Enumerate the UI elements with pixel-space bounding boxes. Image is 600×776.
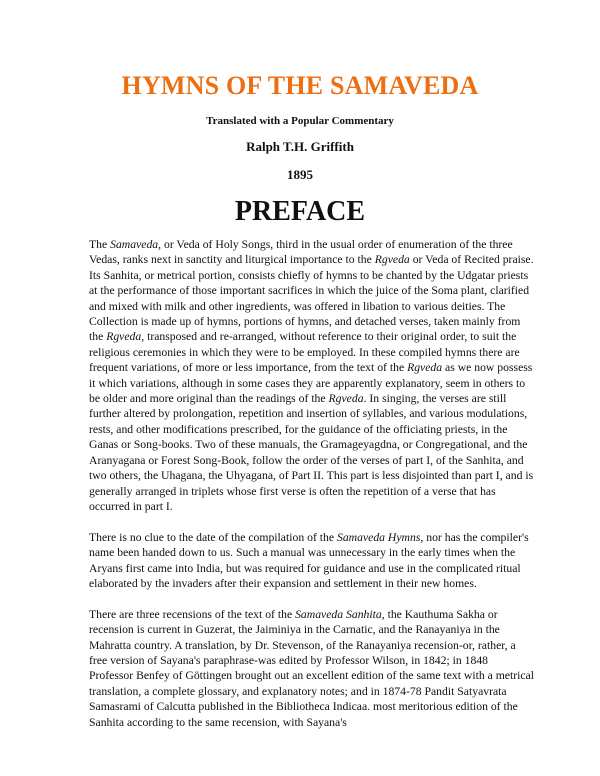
text-run: There is no clue to the date of the compilation of the bbox=[89, 530, 337, 544]
italic-term: Rgveda bbox=[374, 253, 410, 267]
text-run: , the Kauthuma Sakha or recension is current in Guzerat, the Jaiminiya in the Carnatic, and the Ranayaniya in the Mahratta country. A translation, by Dr. Stevenson, of the Ranayaniya recension-or, rather, a free version of Sayana's paraphrase-was edited by Professor Wilson, in 1842; in 1848 Professor Benfey of Göttingen brought out an excellent edition of the same text with a metrical translation, a complete glossary, and explanatory notes; and in 1874-78 Pandit Satyavrata Samasrami of Calcutta published in the Bibliotheca Indicaa. most meritorious edition of the Sanhita according to the same recension, with Sayana's bbox=[89, 607, 534, 729]
italic-term: Samaveda Hymns bbox=[336, 530, 421, 544]
italic-term: Rgveda bbox=[106, 330, 142, 344]
paragraph-2 bbox=[89, 530, 535, 592]
text-run: . In singing, the verses are still further altered by prolongation, repetition and insertion of syllables, and various modulations, rests, and other modifications prescribed, for the guidance of the officiating priests, in the Ganas or Song-books. Two of these manuals, the Gramageyagdna, or Congregational, and the Aranyagana or Forest Song-Book, follow the order of the verses of part I, of the Sanhita, and two others, the Uhagana, the Uhyagana, of Part II. This part is less disjointed than part I, and is generally arranged in triplets whose first verse is often the repetition of a verse that has occurred in part I. bbox=[89, 392, 534, 513]
author-name: Ralph T.H. Griffith bbox=[246, 139, 354, 154]
text-run: , or Veda of Holy Songs, third in the usual order of enumeration of the three Vedas, ranks next in sanctity and liturgical importance to the bbox=[89, 238, 513, 267]
text-run: , transposed and re-arranged, without reference to their original order, to suit the religious ceremonies in which they were to be employed. In these compiled hymns there are frequent variations, of more or less importance, from the text of the bbox=[89, 330, 520, 375]
italic-term: Samaveda Sanhita bbox=[295, 607, 382, 621]
italic-term: Samaveda bbox=[110, 238, 159, 251]
italic-term: Rgveda bbox=[407, 361, 443, 375]
document-title: HYMNS OF THE SAMAVEDA bbox=[121, 71, 479, 100]
paragraph-1 bbox=[89, 237, 535, 514]
publication-year: 1895 bbox=[287, 167, 313, 182]
text-run: or Veda of Recited praise. Its Sanhita, or metrical portion, consists chiefly of hymns to be chanted by the Udgatar priests at the performance of those important sacrifices in which the juice of the Soma plant, clarified and mixed with milk and other ingredients, was offered in libation to various deities. The Collection is made up of hymns, portions of hymns, and detached verses, taken mainly from the bbox=[89, 253, 534, 344]
document-subtitle: Translated with a Popular Commentary bbox=[206, 115, 394, 127]
text-run: as we now possess it which variations, although in some cases they are apparently explanatory, seem in others to be older and more original than the readings of the bbox=[89, 361, 533, 406]
paragraph-3 bbox=[89, 607, 535, 730]
italic-term: Rgveda bbox=[328, 392, 364, 406]
text-run: , nor has the compiler's name been handed down to us. Such a manual was unnecessary in the early times when the Aryans first came into India, but was required for guidance and use in the complicated ritual elaborated by the invaders after their expansion and settlement in their new homes. bbox=[89, 530, 529, 590]
text-run: The bbox=[89, 238, 111, 251]
text-run: There are three recensions of the text of the bbox=[89, 607, 296, 621]
section-heading: PREFACE bbox=[234, 196, 366, 227]
document-body bbox=[89, 237, 535, 730]
